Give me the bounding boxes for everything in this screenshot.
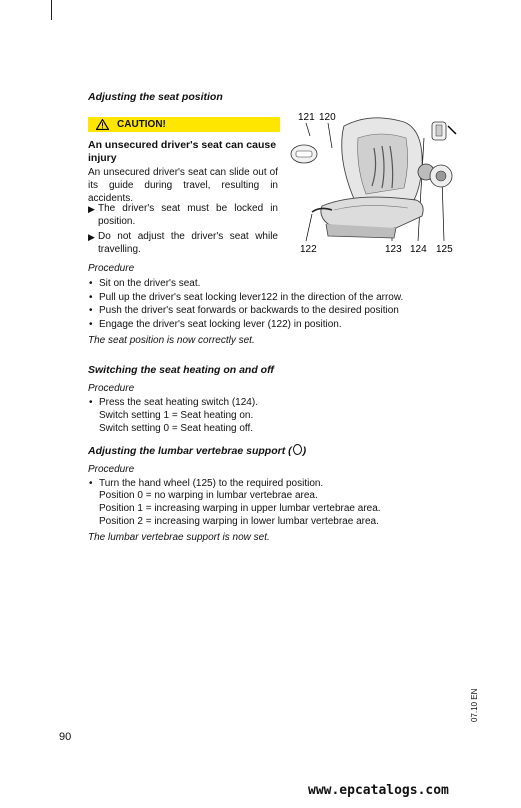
section-heading-lumbar: Adjusting the lumbar vertebrae support ( ) xyxy=(88,445,307,457)
watermark-url: www.epcatalogs.com xyxy=(308,783,449,798)
callout-125: 125 xyxy=(436,244,453,255)
warning-title: An unsecured driver's seat can cause injury xyxy=(88,139,277,164)
caution-banner xyxy=(88,117,280,132)
arrow-right-icon: ▶ xyxy=(88,204,95,214)
procedure-step: • Press the seat heating switch (124). xyxy=(88,396,428,410)
callout-123: 123 xyxy=(385,244,402,255)
procedure-label: Procedure xyxy=(88,464,135,475)
page-number: 90 xyxy=(59,731,72,743)
section-heading-seat-position: Adjusting the seat position xyxy=(88,91,223,103)
warning-triangle-icon xyxy=(96,119,109,130)
lumbar-symbol-icon xyxy=(293,444,302,455)
caution-label: CAUTION! xyxy=(117,119,166,130)
warning-body: An unsecured driver's seat can slide out of its guide during travel, resulting in accidents. xyxy=(88,167,278,204)
procedure-label: Procedure xyxy=(88,263,135,274)
procedure-step: • Engage the driver's seat locking lever (122) in position. xyxy=(88,318,428,332)
result-text: The lumbar vertebrae support is now set. xyxy=(88,532,270,543)
procedure-step: • Pull up the driver's seat locking lever122 in the direction of the arrow. xyxy=(88,291,428,305)
switch-setting-0: Switch setting 0 = Seat heating off. xyxy=(99,423,254,434)
warning-action: ▶ The driver's seat must be locked in position. xyxy=(88,203,278,227)
position-0: Position 0 = no warping in lumbar vertebrae area. xyxy=(99,490,318,501)
arrow-right-icon: ▶ xyxy=(88,232,95,242)
edition-code: 07.10 EN xyxy=(470,688,479,722)
warning-actions xyxy=(88,203,278,256)
section-heading-seat-heating: Switching the seat heating on and off xyxy=(88,364,274,376)
result-text: The seat position is now correctly set. xyxy=(88,335,255,346)
callout-122: 122 xyxy=(300,244,317,255)
callout-121: 121 xyxy=(298,112,315,123)
driver-seat-figure xyxy=(286,108,466,256)
position-1: Position 1 = increasing warping in upper lumbar vertebrae area. xyxy=(99,503,381,514)
position-2: Position 2 = increasing warping in lower lumbar vertebrae area. xyxy=(99,516,379,527)
margin-rule xyxy=(51,0,52,20)
procedure-label: Procedure xyxy=(88,383,135,394)
callout-120: 120 xyxy=(319,112,336,123)
callout-124: 124 xyxy=(410,244,427,255)
procedure-steps xyxy=(88,396,428,410)
procedure-steps xyxy=(88,277,428,331)
procedure-step: • Sit on the driver's seat. xyxy=(88,277,428,291)
warning-action: ▶ Do not adjust the driver's seat while travelling. xyxy=(88,231,278,255)
procedure-step: • Push the driver's seat forwards or backwards to the desired position xyxy=(88,304,428,318)
procedure-step: • Turn the hand wheel (125) to the required position. xyxy=(88,477,428,491)
switch-setting-1: Switch setting 1 = Seat heating on. xyxy=(99,410,254,421)
